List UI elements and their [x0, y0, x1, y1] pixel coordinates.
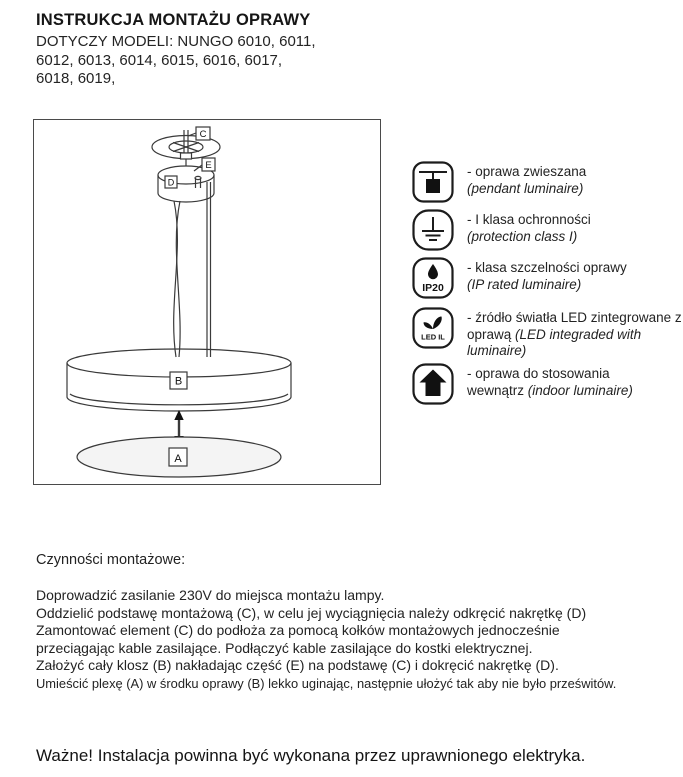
diagram-frame [33, 119, 381, 485]
instructions-heading: Czynności montażowe: [36, 552, 186, 568]
instruction-line: przeciągając kable zasilające. Podłączyć kable zasilające do kostki elektrycznej. [36, 639, 533, 656]
part-label-e: E [205, 160, 212, 171]
legend-label-pl: - oprawa do stosowania wewnątrz [467, 366, 610, 398]
legend-label-pl: - I klasa ochronności [467, 212, 591, 227]
legend-label-en: (LED integraded with luminaire) [467, 326, 642, 358]
legend-label-pl: - źródło światła LED zintegrowane z oprawą [467, 310, 682, 342]
legend-label-en: (indoor luminaire) [527, 382, 633, 398]
page-title: INSTRUKCJA MONTAŻU OPRAWY [36, 11, 311, 29]
instruction-line: Założyć cały klosz (B) nakładając część (E) na podstawę (C) i dokręcić nakrętkę (D). [36, 657, 559, 673]
legend-row-protection-class [412, 209, 591, 251]
part-label-d: D [167, 177, 175, 188]
model-list [36, 33, 316, 89]
indoor-arrow-icon [412, 363, 454, 405]
instruction-line: Oddzielić podstawę montażową (C), w celu jej wyciągnięcia należy odkręcić nakrętkę (D) [36, 604, 587, 621]
legend-row-ip-rating [412, 257, 627, 299]
pendant-luminaire-icon [412, 161, 454, 203]
part-label-a: A [174, 453, 182, 465]
ip20-label: IP20 [422, 282, 444, 294]
lamp-diagram [34, 120, 380, 484]
part-label-b: B [174, 375, 183, 388]
instruction-line: Doprowadzić zasilanie 230V do miejsca montażu lampy. [36, 587, 385, 603]
instruction-line: Umieścić plexę (A) w środku oprawy (B) lekko uginając, następnie ułożyć tak aby nie było prześwitów. [36, 675, 617, 691]
legend-label-en: (protection class I) [467, 228, 578, 244]
ip20-drop-icon [412, 257, 454, 299]
legend-label-en: (pendant luminaire) [467, 180, 584, 196]
legend-label-en: (IP rated luminaire) [467, 276, 582, 292]
instructions-steps [36, 587, 616, 692]
legend-row-led-integrated [412, 307, 683, 360]
model-list-line: 6018, 6019, [36, 70, 116, 87]
legend-label-pl: - klasa szczelności oprawy [467, 260, 627, 275]
part-label-c: C [199, 129, 207, 140]
led-leaf-icon [412, 307, 454, 349]
legend-row-indoor [412, 363, 657, 405]
legend-label-pl: - oprawa zwieszana [467, 164, 587, 179]
suspension-drawing [174, 182, 211, 357]
instruction-line: Zamontować element (C) do podłoża za pomocą kołków montażowych jednocześnie [36, 622, 560, 638]
warning-text: Ważne! Instalacja powinna być wykonana przez uprawnionego elektryka. [36, 746, 586, 765]
model-list-line: 6012, 6013, 6014, 6015, 6016, 6017, [36, 51, 283, 69]
legend-row-pendant [412, 161, 586, 203]
model-list-line: DOTYCZY MODELI: NUNGO 6010, 6011, [36, 33, 316, 50]
led-il-label: LED IL [421, 332, 445, 342]
ground-earth-icon [412, 209, 454, 251]
